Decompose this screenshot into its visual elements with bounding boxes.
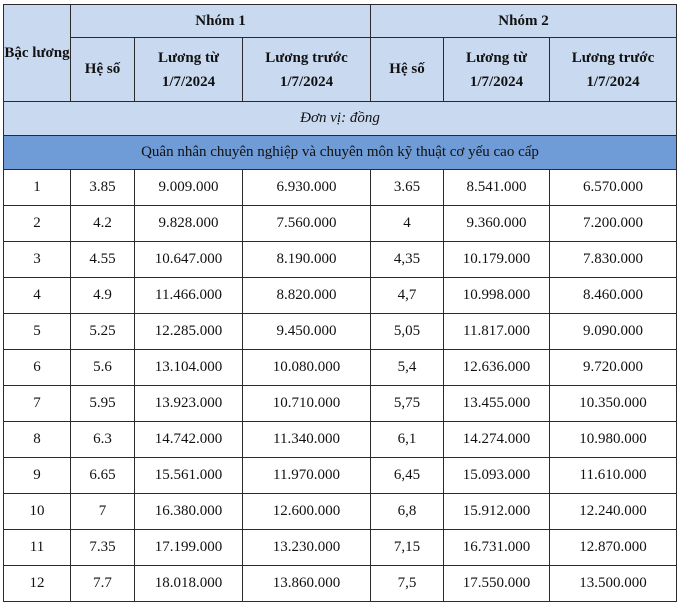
luong-tu-2-cell: 15.093.000 (444, 458, 550, 494)
table-row (4, 494, 677, 530)
luong-tu-2-cell: 13.455.000 (444, 386, 550, 422)
luong-truoc-2-cell: 10.350.000 (550, 386, 677, 422)
luong-truoc-1-cell: 7.560.000 (243, 206, 371, 242)
table-row (4, 170, 677, 206)
bac-cell: 9 (4, 458, 71, 494)
he-so-1-cell: 3.85 (71, 170, 135, 206)
bac-cell: 8 (4, 422, 71, 458)
luong-tu-1-cell: 11.466.000 (135, 278, 243, 314)
he-so-1-cell: 5.95 (71, 386, 135, 422)
he-so-1-cell: 4.9 (71, 278, 135, 314)
bac-cell: 2 (4, 206, 71, 242)
luong-truoc-header-1 (243, 38, 371, 102)
he-so-2-cell: 6,8 (371, 494, 444, 530)
luong-tu-1-cell: 18.018.000 (135, 566, 243, 602)
luong-tu-2-cell: 17.550.000 (444, 566, 550, 602)
luong-tu-date: 1/7/2024 (161, 73, 216, 90)
luong-truoc-2-cell: 11.610.000 (550, 458, 677, 494)
salary-table (3, 4, 677, 602)
luong-truoc-2-cell: 9.090.000 (550, 314, 677, 350)
unit-note: Đơn vị: đồng (4, 102, 677, 136)
bac-cell: 3 (4, 242, 71, 278)
luong-truoc-1-cell: 6.930.000 (243, 170, 371, 206)
bac-cell: 1 (4, 170, 71, 206)
luong-tu-1-cell: 9.828.000 (135, 206, 243, 242)
he-so-2-cell: 4 (371, 206, 444, 242)
luong-tu-1-cell: 13.104.000 (135, 350, 243, 386)
luong-truoc-header-2 (550, 38, 677, 102)
luong-truoc-2-cell: 9.720.000 (550, 350, 677, 386)
luong-truoc-label: Lương trước (265, 49, 348, 66)
header-row-1 (4, 5, 677, 38)
luong-truoc-1-cell: 10.080.000 (243, 350, 371, 386)
luong-truoc-1-cell: 10.710.000 (243, 386, 371, 422)
luong-tu-1-cell: 14.742.000 (135, 422, 243, 458)
table-row (4, 566, 677, 602)
he-so-1-cell: 7.35 (71, 530, 135, 566)
luong-truoc-2-cell: 12.240.000 (550, 494, 677, 530)
table-row (4, 530, 677, 566)
luong-truoc-label: Lương trước (571, 49, 655, 66)
data-rows (4, 170, 677, 602)
table-row (4, 422, 677, 458)
he-so-1-cell: 5.25 (71, 314, 135, 350)
luong-tu-1-cell: 12.285.000 (135, 314, 243, 350)
luong-tu-2-cell: 10.179.000 (444, 242, 550, 278)
luong-truoc-2-cell: 10.980.000 (550, 422, 677, 458)
bac-cell: 4 (4, 278, 71, 314)
luong-tu-2-cell: 16.731.000 (444, 530, 550, 566)
he-so-2-cell: 5,75 (371, 386, 444, 422)
he-so-2-cell: 3.65 (371, 170, 444, 206)
bac-cell: 6 (4, 350, 71, 386)
header-row-2 (4, 38, 677, 102)
he-so-1-cell: 7 (71, 494, 135, 530)
luong-tu-header-2 (444, 38, 550, 102)
table-row (4, 386, 677, 422)
luong-tu-1-cell: 17.199.000 (135, 530, 243, 566)
luong-truoc-2-cell: 13.500.000 (550, 566, 677, 602)
luong-tu-2-cell: 8.541.000 (444, 170, 550, 206)
luong-truoc-1-cell: 12.600.000 (243, 494, 371, 530)
bac-cell: 7 (4, 386, 71, 422)
bac-luong-header: Bậc lương (4, 5, 71, 102)
luong-tu-date: 1/7/2024 (469, 73, 524, 90)
luong-tu-2-cell: 10.998.000 (444, 278, 550, 314)
section-title: Quân nhân chuyên nghiệp và chuyên môn kỹ thuật cơ yếu cao cấp (4, 136, 677, 170)
luong-truoc-date: 1/7/2024 (586, 73, 640, 90)
luong-tu-1-cell: 9.009.000 (135, 170, 243, 206)
luong-tu-1-cell: 15.561.000 (135, 458, 243, 494)
luong-truoc-date: 1/7/2024 (279, 73, 334, 90)
luong-tu-2-cell: 14.274.000 (444, 422, 550, 458)
he-so-1-cell: 6.65 (71, 458, 135, 494)
luong-truoc-1-cell: 11.970.000 (243, 458, 371, 494)
he-so-2-cell: 6,1 (371, 422, 444, 458)
bac-cell: 10 (4, 494, 71, 530)
table-row (4, 242, 677, 278)
table-row (4, 314, 677, 350)
he-so-header-1: Hệ số (71, 38, 135, 102)
luong-tu-1-cell: 16.380.000 (135, 494, 243, 530)
he-so-1-cell: 5.6 (71, 350, 135, 386)
bac-cell: 11 (4, 530, 71, 566)
section-row (4, 136, 677, 170)
he-so-header-2: Hệ số (371, 38, 444, 102)
unit-row (4, 102, 677, 136)
luong-truoc-2-cell: 12.870.000 (550, 530, 677, 566)
he-so-2-cell: 6,45 (371, 458, 444, 494)
luong-truoc-1-cell: 13.860.000 (243, 566, 371, 602)
luong-tu-label: Lương từ (158, 49, 219, 66)
he-so-2-cell: 4,7 (371, 278, 444, 314)
luong-tu-2-cell: 11.817.000 (444, 314, 550, 350)
luong-truoc-1-cell: 9.450.000 (243, 314, 371, 350)
he-so-1-cell: 7.7 (71, 566, 135, 602)
he-so-2-cell: 5,4 (371, 350, 444, 386)
luong-truoc-2-cell: 7.200.000 (550, 206, 677, 242)
luong-tu-2-cell: 9.360.000 (444, 206, 550, 242)
luong-tu-1-cell: 10.647.000 (135, 242, 243, 278)
he-so-1-cell: 4.2 (71, 206, 135, 242)
luong-truoc-2-cell: 8.460.000 (550, 278, 677, 314)
luong-truoc-2-cell: 6.570.000 (550, 170, 677, 206)
he-so-2-cell: 5,05 (371, 314, 444, 350)
he-so-2-cell: 7,15 (371, 530, 444, 566)
table-row (4, 350, 677, 386)
table-row (4, 278, 677, 314)
table-row (4, 458, 677, 494)
he-so-1-cell: 6.3 (71, 422, 135, 458)
group2-header: Nhóm 2 (371, 5, 677, 38)
luong-tu-1-cell: 13.923.000 (135, 386, 243, 422)
luong-truoc-1-cell: 8.820.000 (243, 278, 371, 314)
he-so-2-cell: 4,35 (371, 242, 444, 278)
he-so-2-cell: 7,5 (371, 566, 444, 602)
luong-tu-header-1 (135, 38, 243, 102)
luong-tu-label: Lương từ (466, 49, 527, 66)
luong-truoc-1-cell: 11.340.000 (243, 422, 371, 458)
luong-truoc-1-cell: 8.190.000 (243, 242, 371, 278)
group1-header: Nhóm 1 (71, 5, 371, 38)
luong-truoc-2-cell: 7.830.000 (550, 242, 677, 278)
he-so-1-cell: 4.55 (71, 242, 135, 278)
table-row (4, 206, 677, 242)
luong-tu-2-cell: 15.912.000 (444, 494, 550, 530)
bac-cell: 5 (4, 314, 71, 350)
bac-cell: 12 (4, 566, 71, 602)
luong-truoc-1-cell: 13.230.000 (243, 530, 371, 566)
luong-tu-2-cell: 12.636.000 (444, 350, 550, 386)
